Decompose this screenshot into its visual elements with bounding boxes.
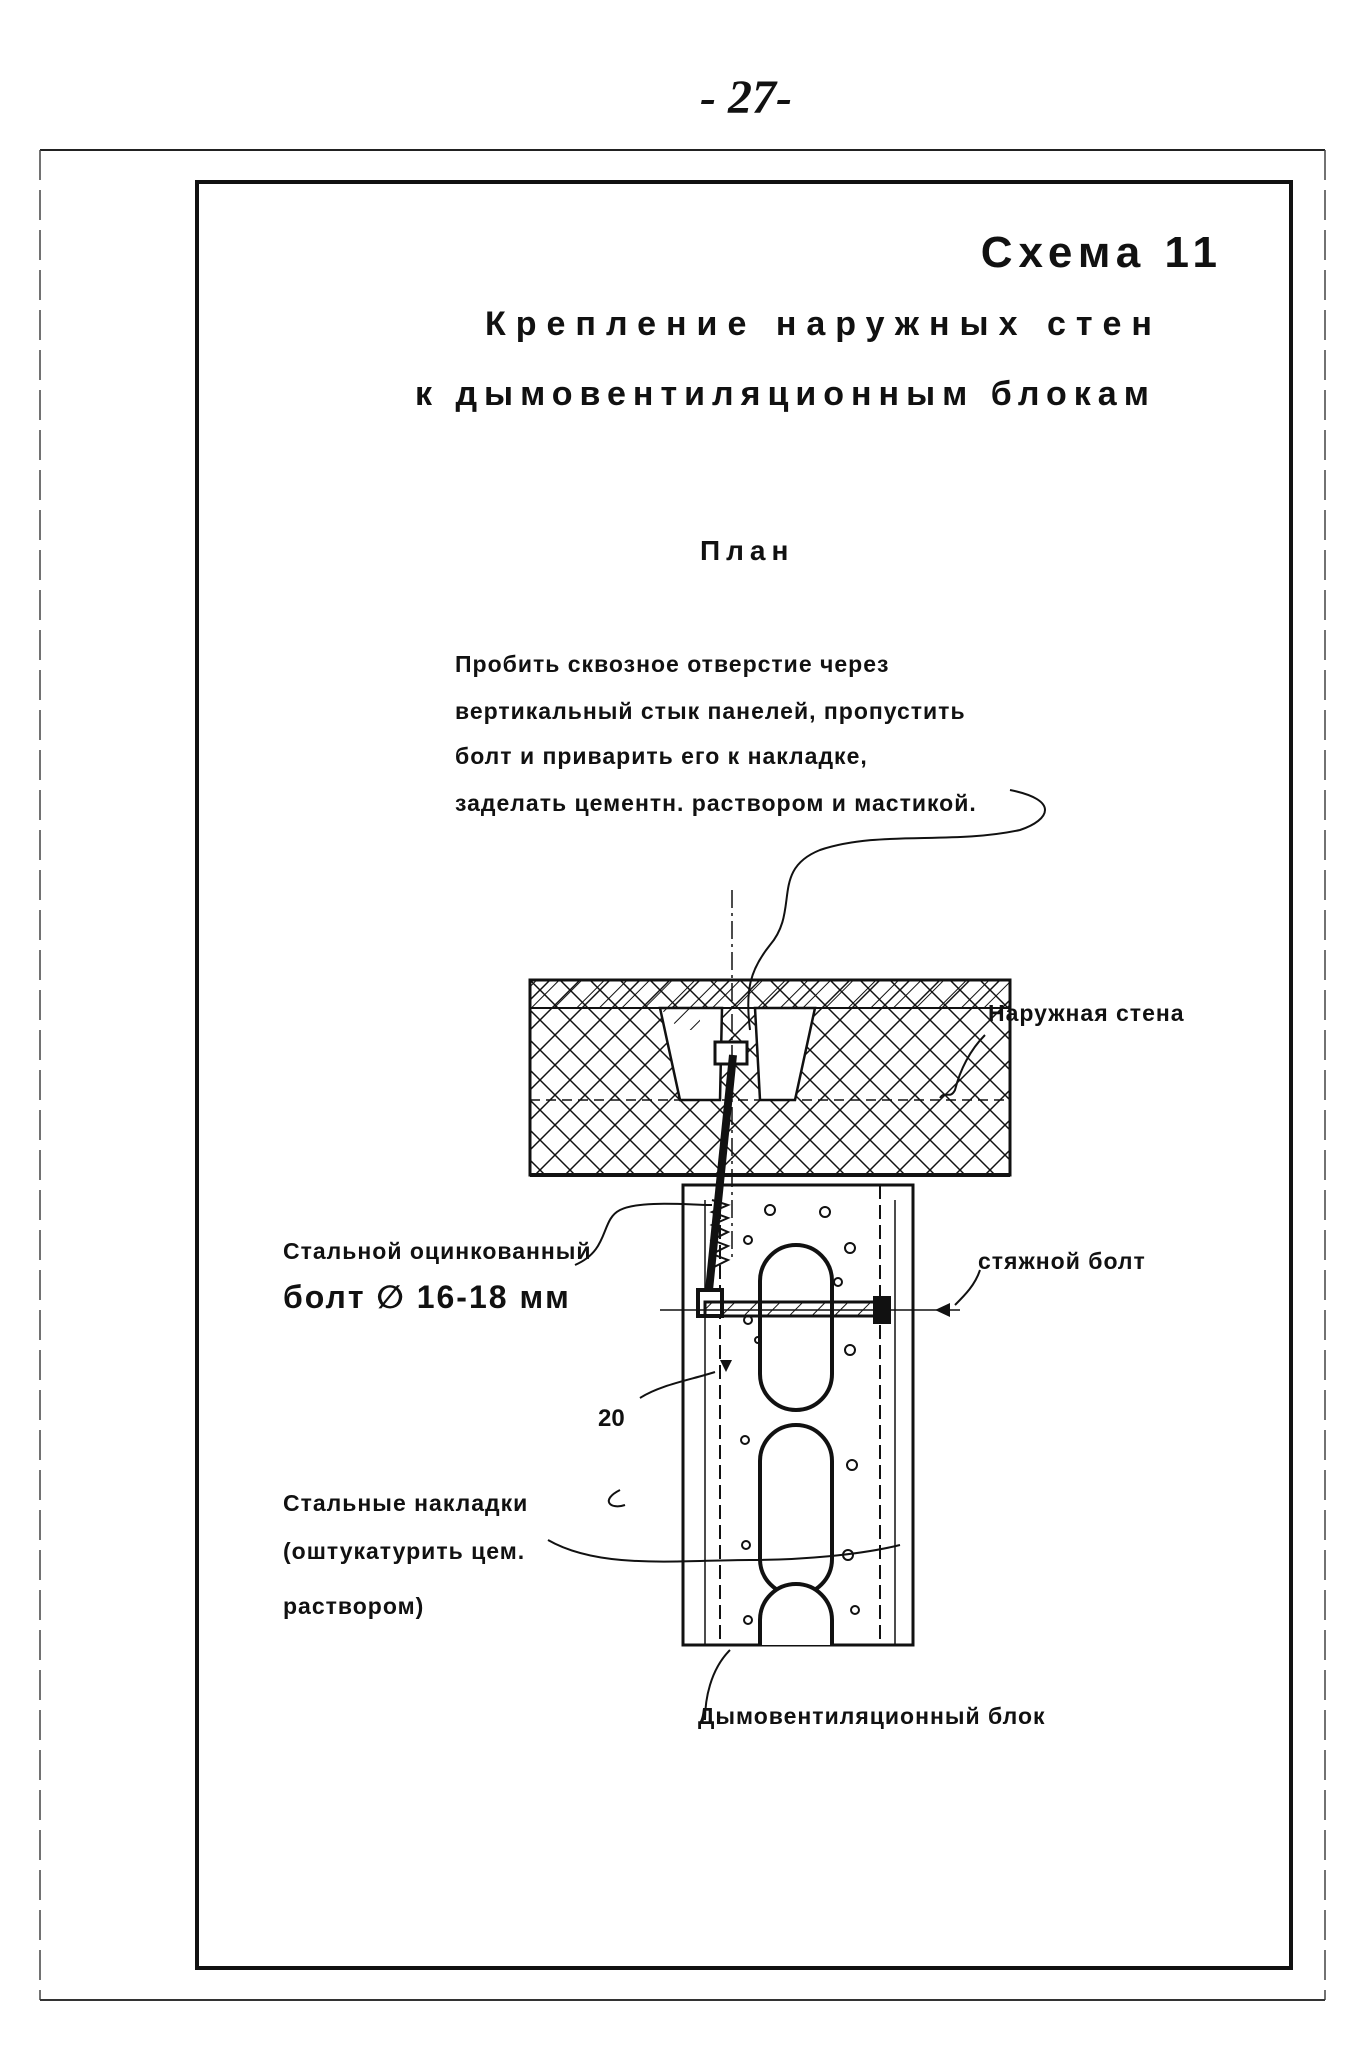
page-number: - 27-: [700, 71, 792, 124]
title-line-2: к дымовентиляционным блокам: [415, 375, 1156, 413]
block-channel-3: [760, 1584, 832, 1645]
instruction-note-line-1: Пробить сквозное отверстие через: [455, 651, 890, 677]
label-outer-wall: Наружная стена: [988, 1000, 1185, 1026]
label-plates-line-1: Стальные накладки: [283, 1490, 529, 1516]
block-channel-2: [760, 1425, 832, 1595]
label-bolt-line-2: болт ∅ 16-18 мм: [283, 1279, 571, 1315]
label-dimension: 20: [598, 1405, 625, 1432]
label-tie-bolt: стяжной болт: [978, 1248, 1146, 1274]
weld-mark: [720, 1360, 732, 1372]
scheme-label: Схема 11: [980, 228, 1223, 277]
instruction-note-line-2: вертикальный стык панелей, пропустить: [455, 698, 966, 724]
block-channel-1: [760, 1245, 832, 1410]
title-line-1: Крепление наружных стен: [485, 305, 1162, 343]
label-bolt-line-1: Стальной оцинкованный: [283, 1238, 592, 1264]
label-ventilation-block: Дымовентиляционный блок: [698, 1703, 1046, 1729]
instruction-note-line-4: заделать цементн. раствором и мастикой.: [455, 790, 977, 816]
view-label: План: [700, 535, 795, 566]
outer-wall-panel: [530, 980, 1010, 1175]
instruction-note-line-3: болт и приварить его к накладке,: [455, 743, 868, 769]
label-plates-line-2: (оштукатурить цем.: [283, 1538, 526, 1564]
ventilation-block: [683, 1185, 913, 1645]
label-plates-line-3: раствором): [283, 1593, 425, 1619]
